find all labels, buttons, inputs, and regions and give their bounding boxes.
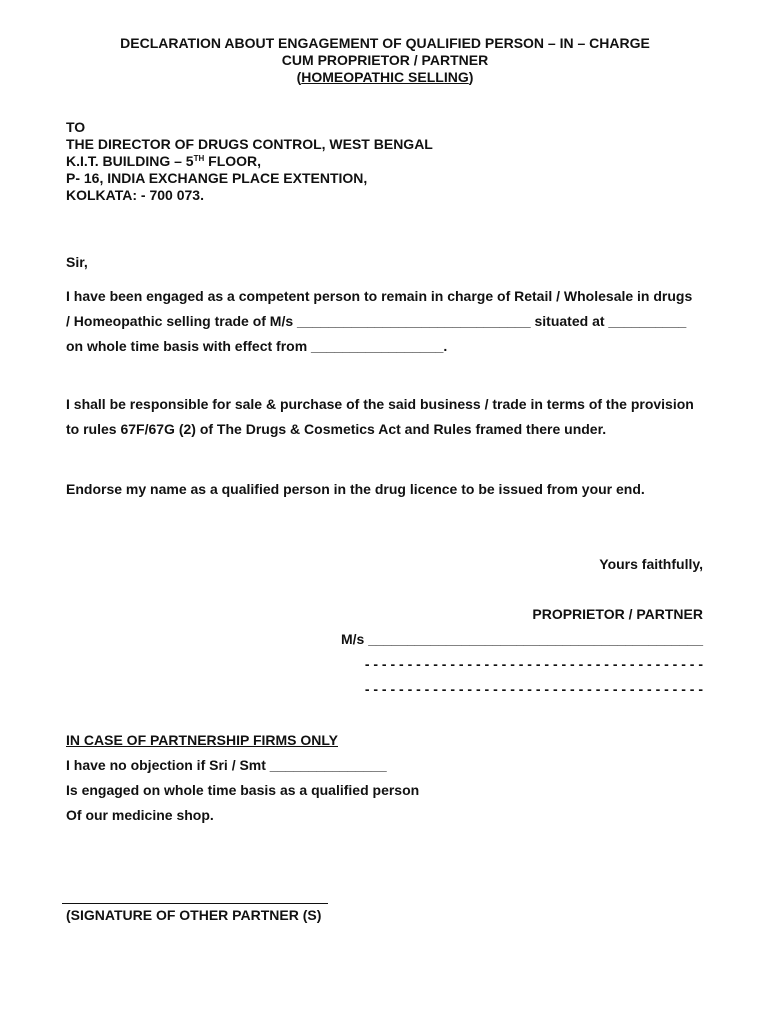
address-line-2	[66, 153, 261, 170]
body-p1-line-3: on whole time basis with effect from _________________.	[66, 338, 448, 354]
address-to: TO	[66, 119, 86, 135]
body-p1-line-2: / Homeopathic selling trade of M/s ______________________________ situated at __________	[66, 313, 687, 329]
ms-signature-line: M/s ___________________________________________	[340, 631, 703, 647]
title-line-2: CUM PROPRIETOR / PARTNER	[281, 52, 489, 68]
address-line-4: KOLKATA: - 700 073.	[66, 187, 204, 203]
address-line-2-post: FLOOR,	[204, 153, 262, 169]
address-line-2-pre: K.I.T. BUILDING – 5	[66, 153, 194, 169]
body-p2-line-2: to rules 67F/67G (2) of The Drugs & Cosmetics Act and Rules framed there under.	[66, 421, 607, 437]
partnership-line-2: Is engaged on whole time basis as a qualified person	[66, 782, 420, 798]
address-floor-superscript: TH	[193, 154, 205, 163]
proprietor-partner-label: PROPRIETOR / PARTNER	[532, 606, 703, 622]
title-line-3	[0, 69, 770, 86]
dash-line-1: - - - - - - - - - - - - - - - - - - - - - - - - - - - - - - - - - - - - - - - -	[364, 656, 703, 672]
partnership-line-3: Of our medicine shop.	[66, 807, 214, 823]
yours-faithfully: Yours faithfully,	[599, 556, 703, 572]
partnership-line-1: I have no objection if Sri / Smt _______________	[66, 757, 387, 773]
address-line-1: THE DIRECTOR OF DRUGS CONTROL, WEST BENGAL	[66, 136, 433, 152]
salutation: Sir,	[66, 254, 88, 270]
address-line-3: P- 16, INDIA EXCHANGE PLACE EXTENTION,	[66, 170, 368, 186]
body-p3-line-1: Endorse my name as a qualified person in the drug licence to be issued from your end.	[66, 481, 645, 497]
title-close-paren: )	[468, 69, 474, 85]
body-p1-line-1: I have been engaged as a competent person to remain in charge of Retail / Wholesale in drugs	[66, 288, 693, 304]
title-line-1: DECLARATION ABOUT ENGAGEMENT OF QUALIFIED PERSON – IN – CHARGE	[120, 35, 650, 51]
title-open-paren: (	[296, 69, 302, 85]
dash-line-2: - - - - - - - - - - - - - - - - - - - - - - - - - - - - - - - - - - - - - - - -	[364, 681, 703, 697]
body-p2-line-1: I shall be responsible for sale & purchase of the said business / trade in terms of the provision	[66, 396, 694, 412]
partnership-heading: IN CASE OF PARTNERSHIP FIRMS ONLY	[66, 732, 338, 748]
title-underlined-text: HOMEOPATHIC SELLING	[301, 69, 469, 85]
partner-signature-label: (SIGNATURE OF OTHER PARTNER (S)	[66, 907, 322, 923]
partner-signature-line	[62, 903, 328, 904]
